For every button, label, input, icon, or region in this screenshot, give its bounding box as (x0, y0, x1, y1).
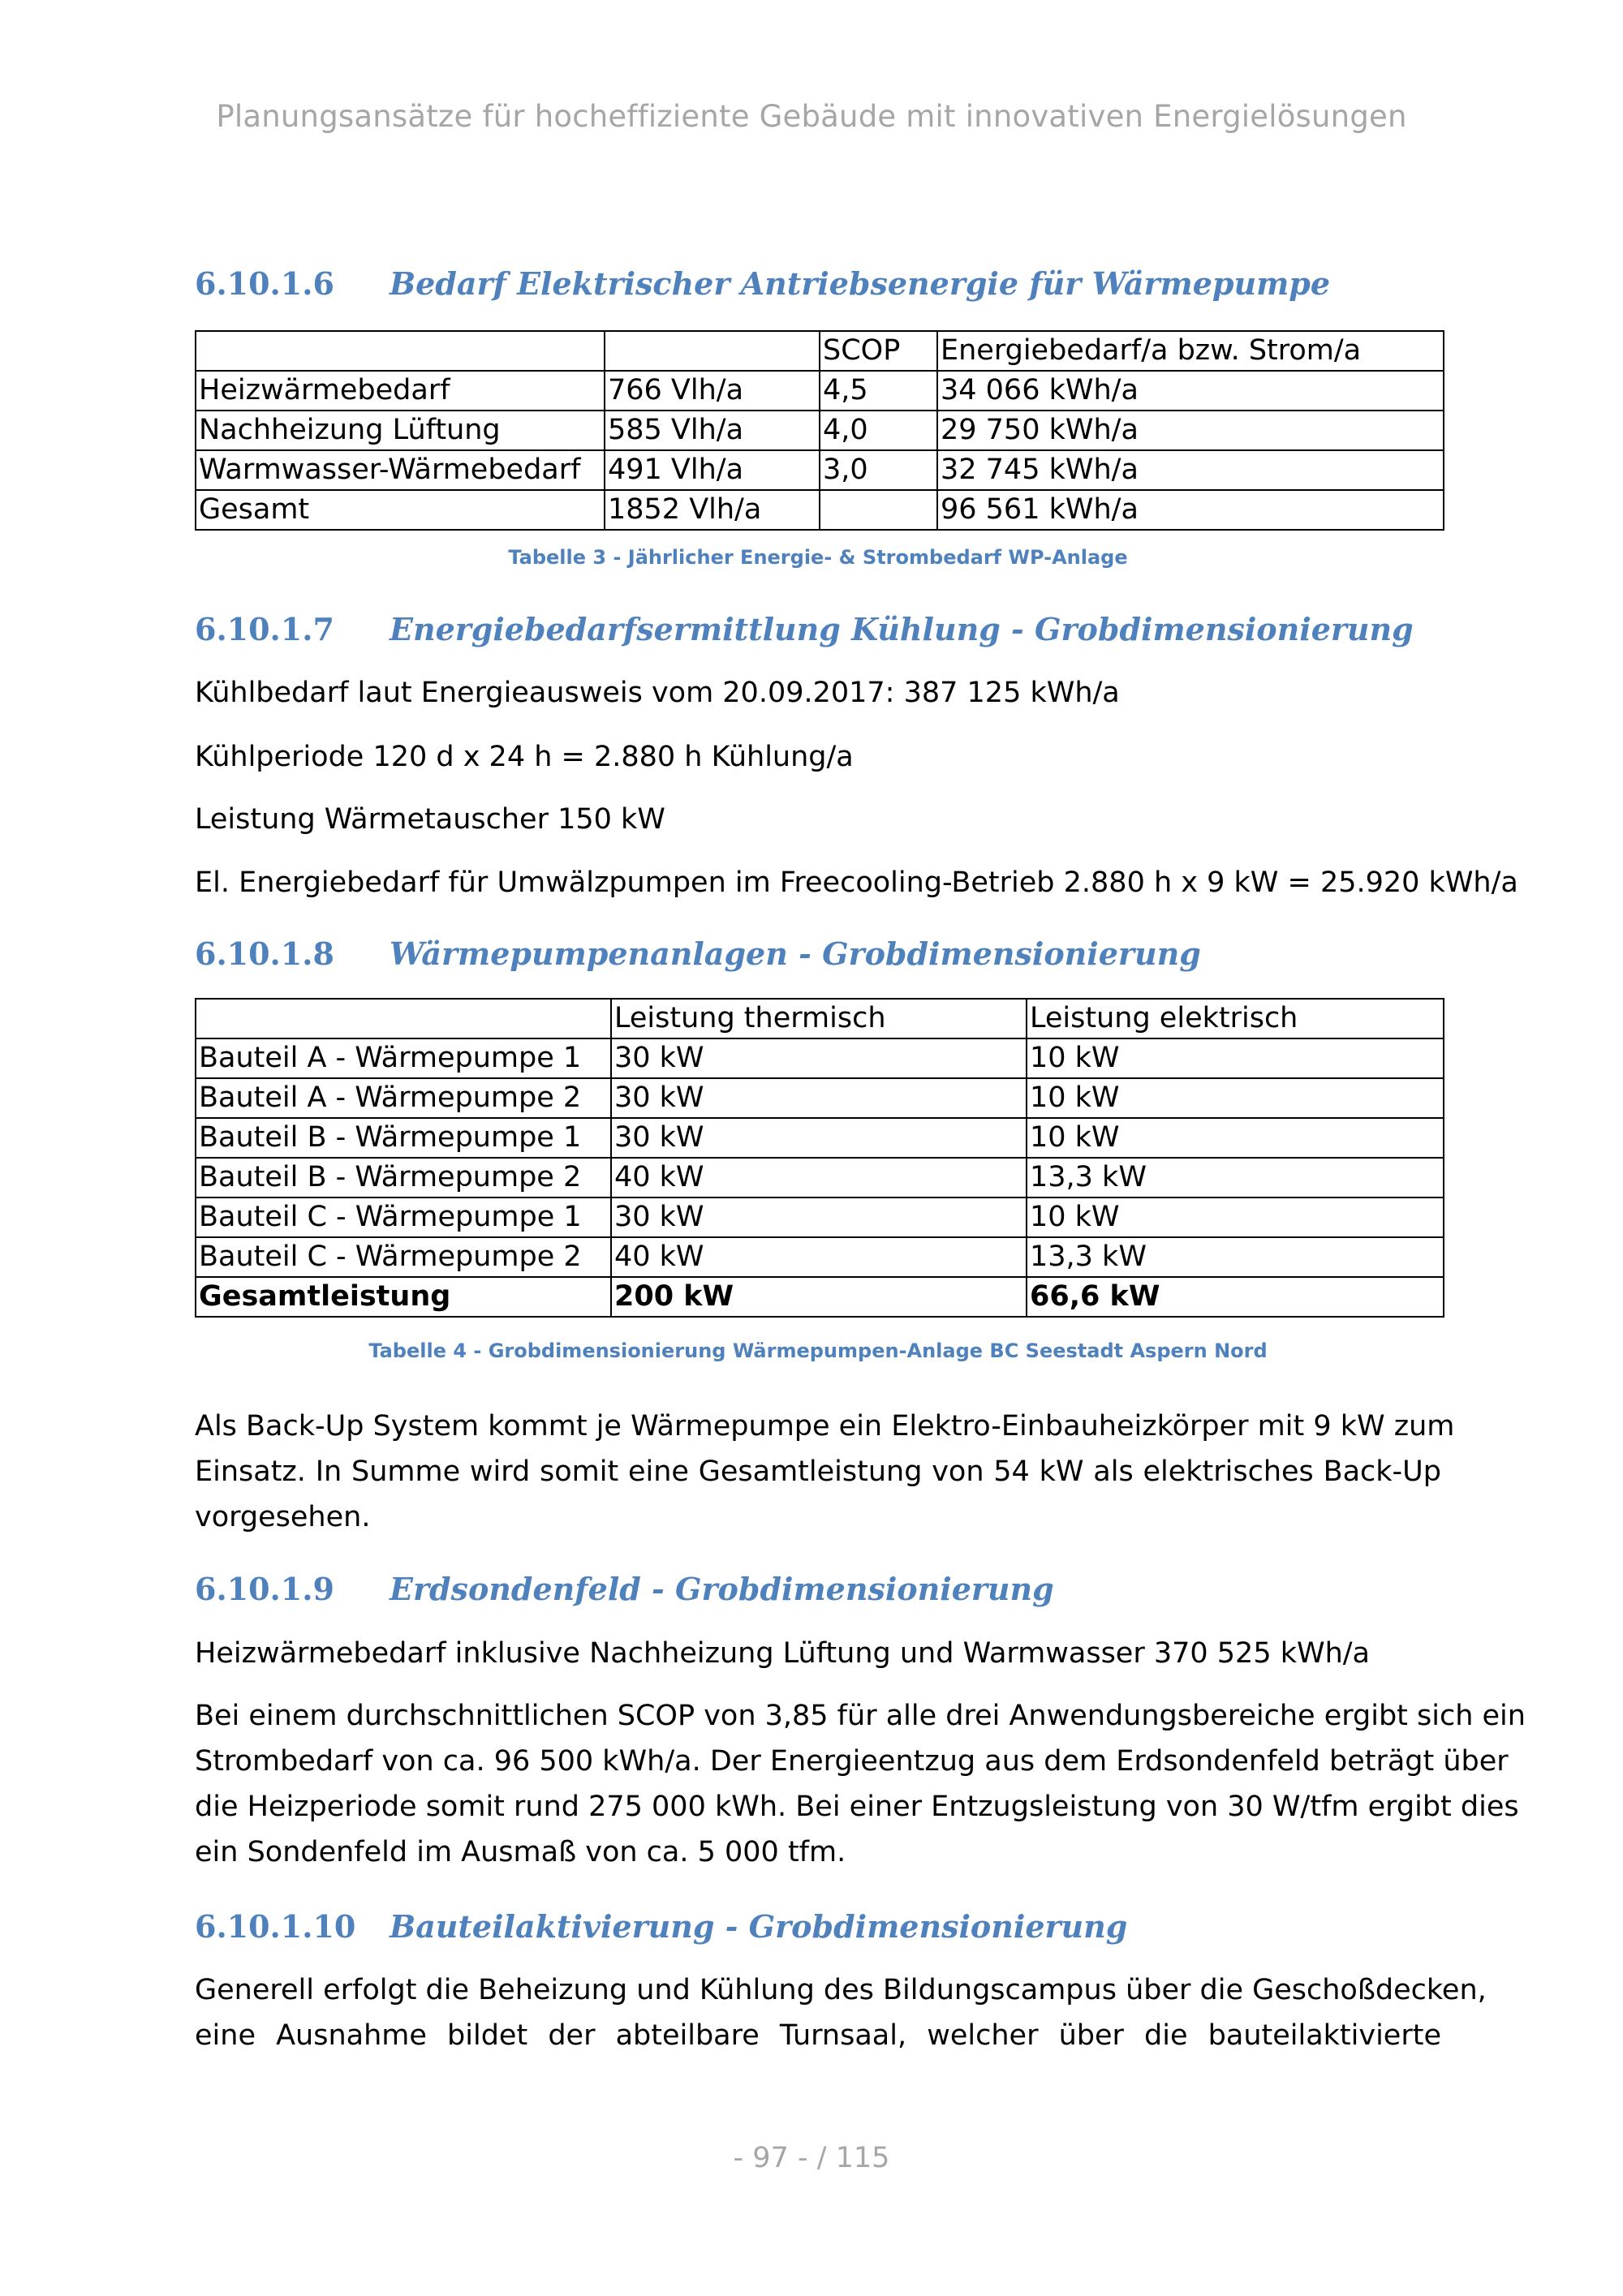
table-row (196, 450, 1444, 490)
table-row (196, 1237, 1444, 1277)
paragraph-line: Als Back-Up System kommt je Wärmepumpe ein Elektro-Einbauheizkörper mit 9 kW zum (195, 1410, 1455, 1443)
thermal-power: 30 kW (611, 1038, 1027, 1078)
energy-demand: 34 066 kWh/a (937, 371, 1444, 411)
page-number: - 97 - / 115 (733, 2142, 890, 2174)
section-number: 6.10.1.7 (195, 611, 334, 647)
row-label: Bauteil A - Wärmepumpe 1 (196, 1038, 611, 1078)
table-caption: Tabelle 4 - Grobdimensionierung Wärmepumpen-Anlage BC Seestadt Aspern Nord (368, 1339, 1268, 1362)
table-total-row (196, 1277, 1444, 1317)
table-row (196, 1118, 1444, 1158)
row-label: Bauteil B - Wärmepumpe 2 (196, 1158, 611, 1197)
section-title: Bauteilaktivierung - Grobdimensionierung (390, 1908, 1128, 1945)
full-load-hours: 585 Vlh/a (605, 411, 820, 450)
section-title: Bedarf Elektrischer Antriebsenergie für Wärmepumpe (390, 265, 1331, 302)
scop-value: 4,5 (820, 371, 937, 411)
energy-demand-table (195, 330, 1444, 531)
section-number: 6.10.1.9 (195, 1571, 334, 1607)
component-activation-paragraph (195, 1967, 1487, 2058)
paragraph-line: Einsatz. In Summe wird somit eine Gesamtleistung von 54 kW als elektrisches Back-Up (195, 1455, 1441, 1488)
row-label: Bauteil C - Wärmepumpe 2 (196, 1237, 611, 1277)
table-row (196, 1038, 1444, 1078)
total-label: Gesamtleistung (196, 1277, 611, 1317)
table-row (196, 1158, 1444, 1197)
header-cell: Leistung elektrisch (1027, 999, 1444, 1038)
electrical-power: 13,3 kW (1027, 1237, 1444, 1277)
electrical-power: 10 kW (1027, 1118, 1444, 1158)
table-row (196, 411, 1444, 450)
table-row (196, 1197, 1444, 1237)
header-cell: Energiebedarf/a bzw. Strom/a (937, 331, 1444, 371)
energy-demand: 96 561 kWh/a (937, 490, 1444, 530)
table-row (196, 490, 1444, 530)
full-load-hours: 1852 Vlh/a (605, 490, 820, 530)
header-cell (196, 331, 605, 371)
electrical-power: 10 kW (1027, 1197, 1444, 1237)
thermal-power: 30 kW (611, 1078, 1027, 1118)
table-header-row (196, 331, 1444, 371)
section-title: Wärmepumpenanlagen - Grobdimensionierung (390, 935, 1201, 972)
scop-value: 4,0 (820, 411, 937, 450)
paragraph-line: Strombedarf von ca. 96 500 kWh/a. Der Energieentzug aus dem Erdsondenfeld beträgt über (195, 1745, 1509, 1778)
section-number: 6.10.1.10 (195, 1908, 356, 1945)
section-title: Energiebedarfsermittlung Kühlung - Grobdimensionierung (390, 611, 1414, 647)
header-cell: Leistung thermisch (611, 999, 1027, 1038)
section-number: 6.10.1.6 (195, 265, 334, 302)
paragraph-line: eine Ausnahme bildet der abteilbare Turnsaal, welcher über die bauteilaktivierte (195, 2019, 1441, 2052)
full-load-hours: 491 Vlh/a (605, 450, 820, 490)
scop-value: 3,0 (820, 450, 937, 490)
section-heading-6-10-1-9 (195, 1571, 1441, 1616)
thermal-power: 40 kW (611, 1158, 1027, 1197)
text-line: Heizwärmebedarf inklusive Nachheizung Lüftung und Warmwasser 370 525 kWh/a (195, 1637, 1371, 1670)
scop-value (820, 490, 937, 530)
heat-pump-table (195, 998, 1444, 1318)
section-number: 6.10.1.8 (195, 935, 334, 972)
energy-demand: 29 750 kWh/a (937, 411, 1444, 450)
row-label: Bauteil C - Wärmepumpe 1 (196, 1197, 611, 1237)
text-line: Kühlbedarf laut Energieausweis vom 20.09.2017: 387 125 kWh/a (195, 677, 1120, 709)
text-line: Kühlperiode 120 d x 24 h = 2.880 h Kühlung/a (195, 741, 854, 773)
row-label: Bauteil A - Wärmepumpe 2 (196, 1078, 611, 1118)
paragraph-line: ein Sondenfeld im Ausmaß von ca. 5 000 tfm. (195, 1836, 846, 1868)
table-caption: Tabelle 3 - Jährlicher Energie- & Strombedarf WP-Anlage (508, 546, 1128, 569)
thermal-power: 40 kW (611, 1237, 1027, 1277)
electrical-power: 10 kW (1027, 1078, 1444, 1118)
total-electrical-power: 66,6 kW (1027, 1277, 1444, 1317)
borehole-paragraph (195, 1693, 1526, 1875)
table-row (196, 1078, 1444, 1118)
full-load-hours: 766 Vlh/a (605, 371, 820, 411)
paragraph-line: die Heizperiode somit rund 275 000 kWh. Bei einer Entzugsleistung von 30 W/tfm ergibt dies (195, 1791, 1519, 1823)
row-label: Gesamt (196, 490, 605, 530)
paragraph-line: vorgesehen. (195, 1501, 371, 1533)
table-header-row (196, 999, 1444, 1038)
electrical-power: 13,3 kW (1027, 1158, 1444, 1197)
table-row (196, 371, 1444, 411)
header-cell: SCOP (820, 331, 937, 371)
paragraph-line: Bei einem durchschnittlichen SCOP von 3,85 für alle drei Anwendungsbereiche ergibt sich ein (195, 1700, 1526, 1732)
section-heading-6-10-1-10 (195, 1908, 1441, 1954)
thermal-power: 30 kW (611, 1197, 1027, 1237)
text-line: El. Energiebedarf für Umwälzpumpen im Freecooling-Betrieb 2.880 h x 9 kW = 25.920 kWh/a (195, 866, 1518, 899)
row-label: Warmwasser-Wärmebedarf (196, 450, 605, 490)
row-label: Nachheizung Lüftung (196, 411, 605, 450)
header-cell (605, 331, 820, 371)
row-label: Bauteil B - Wärmepumpe 1 (196, 1118, 611, 1158)
page-header: Planungsansätze für hocheffiziente Gebäude mit innovativen Energielösungen (216, 99, 1407, 134)
thermal-power: 30 kW (611, 1118, 1027, 1158)
row-label: Heizwärmebedarf (196, 371, 605, 411)
header-cell (196, 999, 611, 1038)
section-heading-6-10-1-7 (195, 611, 1441, 656)
electrical-power: 10 kW (1027, 1038, 1444, 1078)
text-line: Leistung Wärmetauscher 150 kW (195, 803, 665, 836)
total-thermal-power: 200 kW (611, 1277, 1027, 1317)
paragraph-line: Generell erfolgt die Beheizung und Kühlung des Bildungscampus über die Geschoßdecken, (195, 1974, 1487, 2006)
backup-paragraph (195, 1404, 1455, 1540)
section-heading-6-10-1-6 (195, 265, 1441, 311)
section-heading-6-10-1-8 (195, 935, 1441, 981)
section-title: Erdsondenfeld - Grobdimensionierung (390, 1571, 1054, 1607)
energy-demand: 32 745 kWh/a (937, 450, 1444, 490)
